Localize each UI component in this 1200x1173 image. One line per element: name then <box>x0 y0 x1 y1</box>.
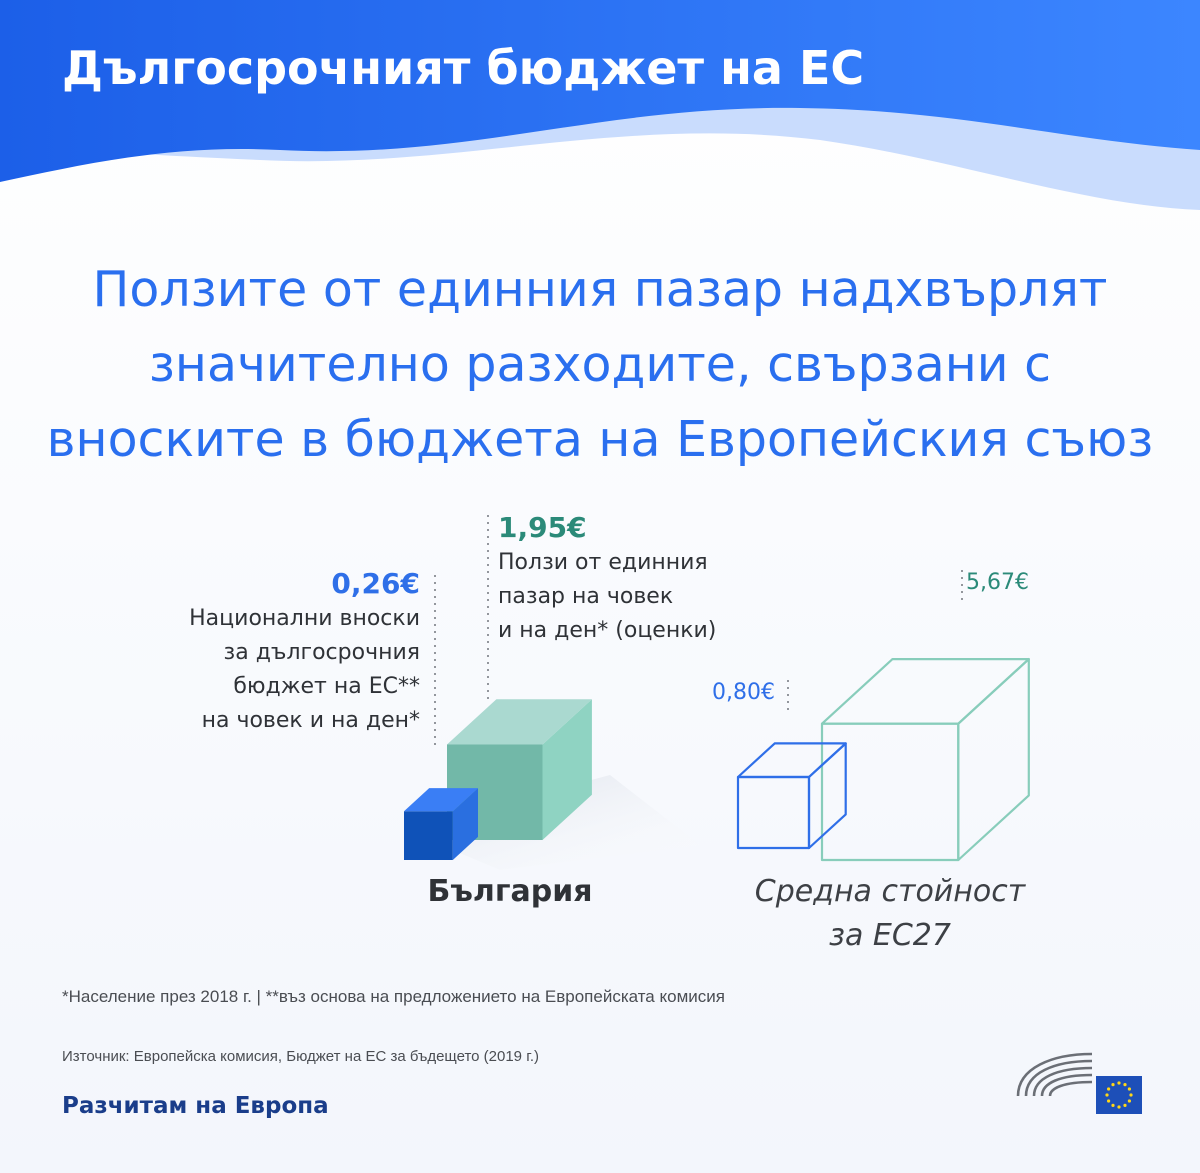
eu27-label <box>700 870 1080 958</box>
bg-contribution-cube-front <box>404 811 453 860</box>
eu-flag-star <box>1128 1087 1131 1090</box>
bg-contribution-desc-line: за дългосрочния <box>223 640 420 665</box>
eu-flag-star <box>1128 1099 1131 1102</box>
eu-flag-star <box>1117 1081 1120 1084</box>
bg-contribution-value: 0,26€ <box>331 567 420 600</box>
eu-contribution-value: 0,80€ <box>712 680 775 705</box>
eu27-label-line: Средна стойност <box>754 874 1026 909</box>
eu-benefit-cube-top <box>822 659 1029 724</box>
eu-flag-star <box>1129 1093 1132 1096</box>
eu-contribution-cube-top <box>738 743 846 777</box>
bg-contribution-desc-line: Национални вноски <box>189 606 420 631</box>
eu-flag-icon <box>1096 1076 1142 1114</box>
headline-line: значително разходите, свързани с <box>148 336 1052 393</box>
eu-flag-star <box>1111 1083 1114 1086</box>
bulgaria-label: България <box>427 874 593 909</box>
eu27-label-line: за ЕС27 <box>829 918 951 953</box>
population-footnote: *Население през 2018 г. | **въз основа на предложението на Европейската комисия <box>62 987 725 1006</box>
eu-flag-star <box>1105 1093 1108 1096</box>
eu-benefit-cube-side <box>958 659 1029 860</box>
source-note: Източник: Европейска комисия, Бюджет на ЕС за бъдещето (2019 г.) <box>62 1048 539 1065</box>
headline-line: вноските в бюджета на Европейския съюз <box>46 411 1154 468</box>
bg-benefit-desc-line: Ползи от единния <box>498 550 708 575</box>
eu-flag-star <box>1123 1083 1126 1086</box>
eu-benefit-value: 5,67€ <box>966 570 1029 595</box>
eu-flag-star <box>1107 1099 1110 1102</box>
bg-benefit-desc-line: и на ден* (оценки) <box>498 618 717 643</box>
eu-flag-star <box>1123 1104 1126 1107</box>
eu-flag-star <box>1111 1104 1114 1107</box>
slogan: Разчитам на Европа <box>62 1093 329 1119</box>
bg-contribution-desc-line: бюджет на ЕС** <box>233 674 420 699</box>
eu-flag-star <box>1117 1105 1120 1108</box>
parliament-logo <box>1012 1046 1144 1116</box>
parliament-hemicycle-icon <box>1018 1054 1092 1096</box>
bg-contribution-desc-line: на човек и на ден* <box>201 708 420 733</box>
eu-flag-star <box>1107 1087 1110 1090</box>
page-title: Дългосрочният бюджет на ЕС <box>62 41 865 95</box>
bg-benefit-value: 1,95€ <box>498 511 587 544</box>
eu-contribution-cube-front <box>738 777 809 848</box>
bg-benefit-desc-line: пазар на човек <box>498 584 674 609</box>
headline-line: Ползите от единния пазар надхвърлят <box>92 261 1108 318</box>
